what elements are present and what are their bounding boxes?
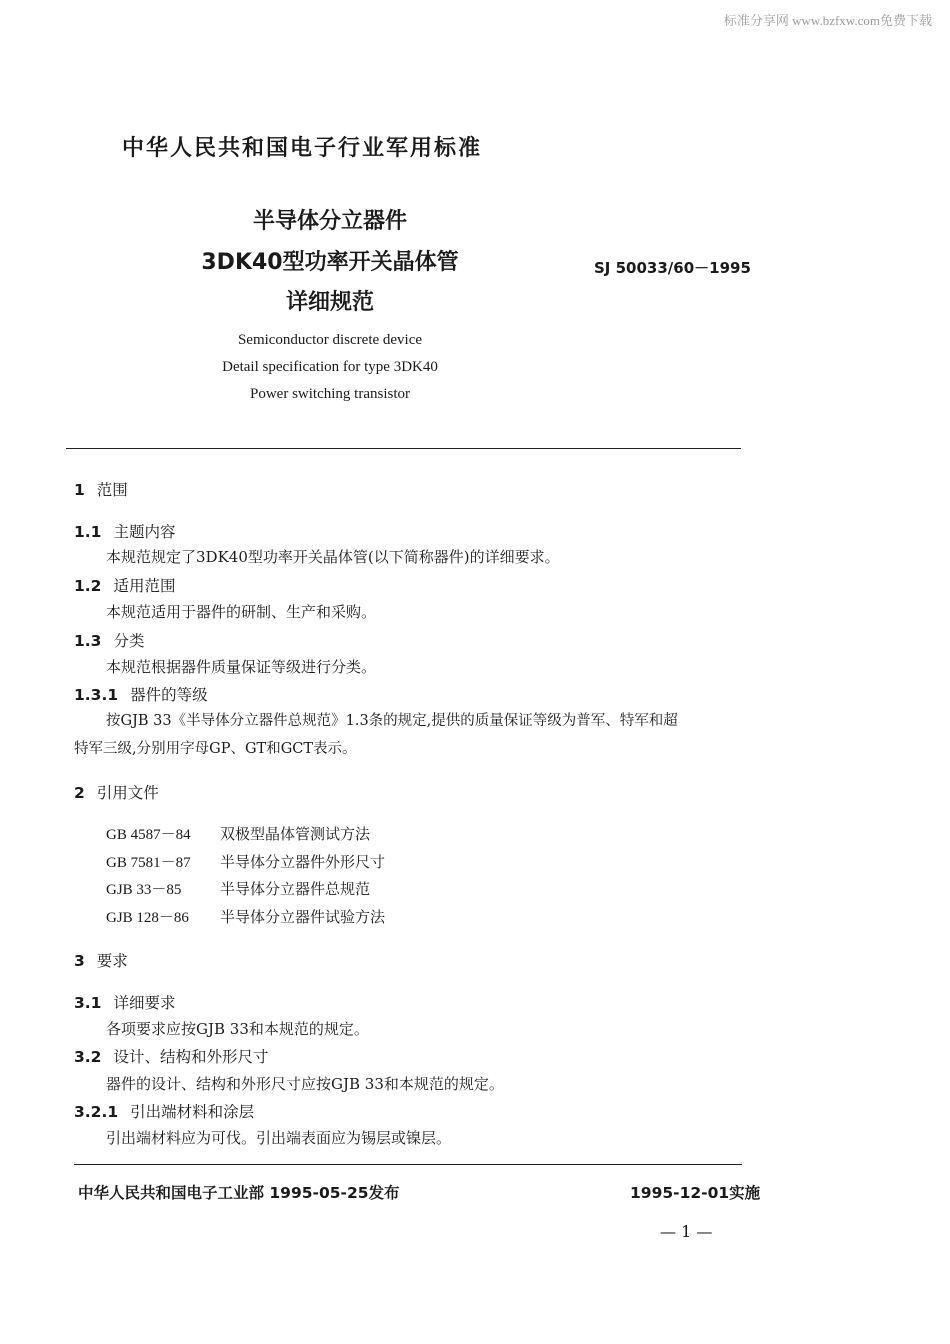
section-3-2-text: 器件的设计、结构和外形尺寸应按GJB 33和本规范的规定。 <box>106 1075 504 1093</box>
effective-date: 1995-12-01实施 <box>630 1184 761 1202</box>
reference-code: GJB 128－86 <box>106 910 189 926</box>
section-1-heading <box>74 478 128 500</box>
section-title: 主题内容 <box>113 523 176 541</box>
section-1-1-heading <box>74 520 175 542</box>
section-3-1-heading <box>74 991 175 1013</box>
english-title-line-2: Detail specification for type 3DK40 <box>222 359 438 375</box>
reference-title: 半导体分立器件外形尺寸 <box>220 853 386 871</box>
reference-title: 半导体分立器件总规范 <box>220 880 371 898</box>
section-1-3-1-text-2: 特军三级,分别用字母GP、GT和GCT表示。 <box>74 741 357 757</box>
section-3-2-1-heading <box>74 1100 254 1122</box>
reference-code: GB 4587－84 <box>106 827 191 843</box>
section-number: 1.1 <box>74 523 102 541</box>
section-title: 适用范围 <box>113 577 176 595</box>
section-title: 范围 <box>96 481 128 499</box>
section-3-2-1-text: 引出端材料应为可伐。引出端表面应为锡层或镍层。 <box>106 1129 452 1147</box>
section-1-3-text: 本规范根据器件质量保证等级进行分类。 <box>106 658 377 676</box>
section-number: 3.2.1 <box>74 1103 119 1121</box>
title-line-2: 3DK40型功率开关晶体管 <box>201 250 459 275</box>
section-1-2-heading <box>74 574 175 596</box>
section-number: 3.1 <box>74 994 102 1012</box>
reference-code: GJB 33－85 <box>106 882 182 898</box>
section-1-1-text: 本规范规定了3DK40型功率开关晶体管(以下简称器件)的详细要求。 <box>106 548 560 566</box>
section-number: 3 <box>74 952 85 970</box>
section-2-heading <box>74 781 159 803</box>
document-number: SJ 50033/60－1995 <box>594 259 751 277</box>
section-title: 引用文件 <box>96 784 159 802</box>
english-title-line-1: Semiconductor discrete device <box>237 332 423 348</box>
standard-header: 中华人民共和国电子行业军用标准 <box>122 136 483 161</box>
bottom-divider <box>74 1164 742 1165</box>
section-3-1-text: 各项要求应按GJB 33和本规范的规定。 <box>106 1020 369 1038</box>
section-title: 器件的等级 <box>130 686 208 704</box>
section-title: 分类 <box>113 632 145 650</box>
section-number: 1.3 <box>74 632 102 650</box>
section-title: 引出端材料和涂层 <box>130 1103 255 1121</box>
section-1-3-1-text-1: 按GJB 33《半导体分立器件总规范》1.3条的规定,提供的质量保证等级为普军、特军和超 <box>106 713 678 729</box>
title-line-3: 详细规范 <box>285 290 374 315</box>
section-1-2-text: 本规范适用于器件的研制、生产和采购。 <box>106 603 377 621</box>
issuer-line: 中华人民共和国电子工业部 1995-05-25发布 <box>78 1184 400 1202</box>
reference-title: 双极型晶体管测试方法 <box>220 825 371 843</box>
section-title: 要求 <box>96 952 128 970</box>
watermark: 标准分享网 www.bzfxw.com免费下载 <box>723 13 932 28</box>
section-number: 3.2 <box>74 1048 102 1066</box>
section-number: 1.2 <box>74 577 102 595</box>
section-number: 1 <box>74 481 85 499</box>
section-3-heading <box>74 949 128 971</box>
section-title: 详细要求 <box>113 994 176 1012</box>
reference-title: 半导体分立器件试验方法 <box>220 908 386 926</box>
top-divider <box>66 448 741 449</box>
section-1-3-1-heading <box>74 683 208 705</box>
reference-code: GB 7581－87 <box>106 855 191 871</box>
english-title-line-3: Power switching transistor <box>250 386 410 402</box>
section-number: 1.3.1 <box>74 686 119 704</box>
section-number: 2 <box>74 784 85 802</box>
page-number: — 1 — <box>660 1222 713 1241</box>
section-3-2-heading <box>74 1045 268 1067</box>
title-line-1: 半导体分立器件 <box>252 209 407 234</box>
section-title: 设计、结构和外形尺寸 <box>113 1048 269 1066</box>
section-1-3-heading <box>74 629 144 651</box>
